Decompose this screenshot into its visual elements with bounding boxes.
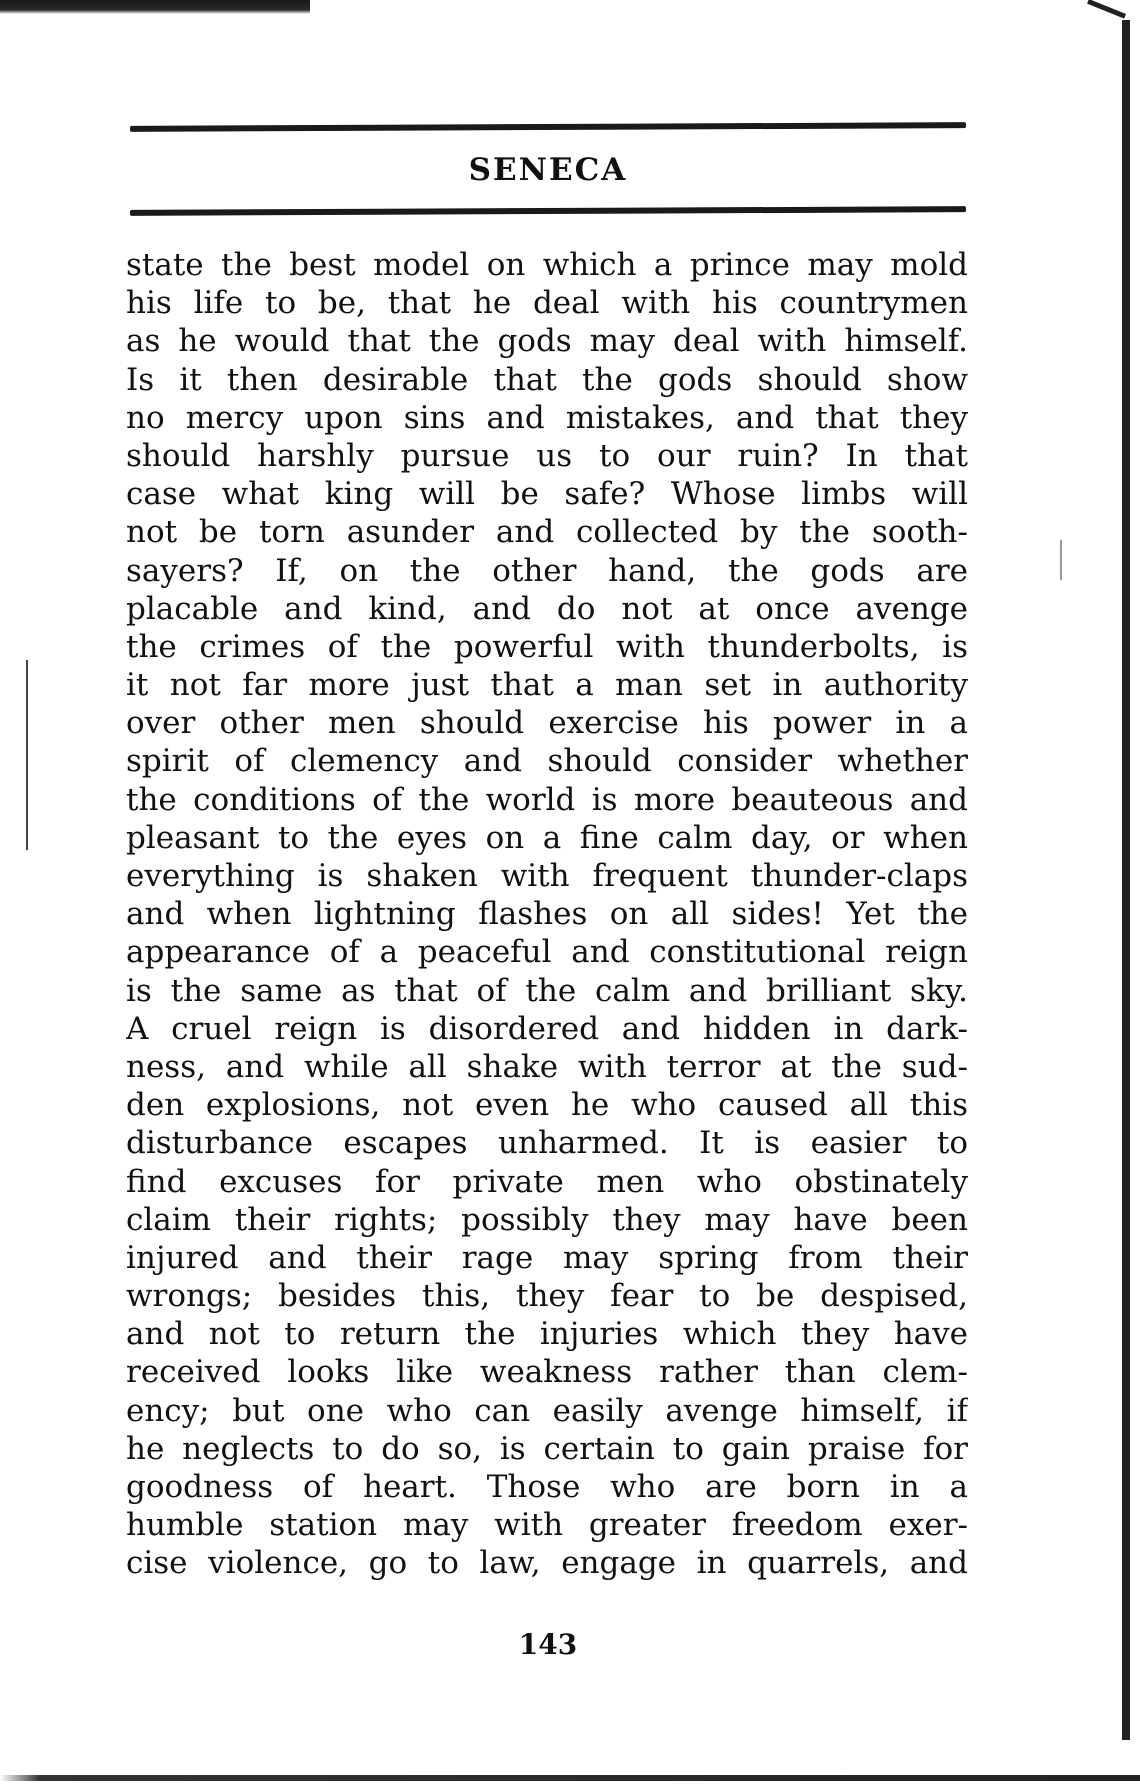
text-line: humble station may with greater freedom exer- [126, 1507, 968, 1544]
text-line: he neglects to do so, is certain to gain praise for [126, 1430, 968, 1467]
text-line: state the best model on which a prince may mold [126, 247, 968, 283]
page-number: 143 [518, 1628, 578, 1661]
text-line: disturbance escapes unharmed. It is easier to [126, 1125, 968, 1162]
text-line: everything is shaken with frequent thunder-claps [126, 858, 968, 894]
page-edge-bottom-shadow [0, 1775, 1140, 1781]
text-line: case what king will be safe? Whose limbs will [126, 476, 968, 513]
text-line: goodness of heart. Those who are born in a [126, 1469, 968, 1505]
text-line: den explosions, not even he who caused all this [126, 1087, 968, 1124]
text-line: wrongs; besides this, they fear to be despised, [126, 1278, 968, 1315]
text-line: ency; but one who can easily avenge himself, if [126, 1392, 968, 1429]
text-line: over other men should exercise his power in a [126, 705, 968, 742]
text-line: and not to return the injuries which they have [126, 1316, 968, 1353]
text-line: and when lightning flashes on all sides! Yet the [126, 896, 968, 933]
text-line: it not far more just that a man set in authority [126, 667, 968, 704]
text-line: received looks like weakness rather than clem- [126, 1354, 968, 1391]
text-line: the crimes of the powerful with thunderbolts, is [126, 628, 968, 665]
header-rule-bottom [130, 206, 966, 216]
text-line: A cruel reign is disordered and hidden in dark- [126, 1010, 968, 1047]
text-line: claim their rights; possibly they may have been [126, 1201, 968, 1238]
page-edge-top-shadow [0, 0, 310, 14]
page-edge-corner-mark [1080, 0, 1126, 37]
text-line: Is it then desirable that the gods should show [126, 361, 968, 398]
text-line: no mercy upon sins and mistakes, and that they [126, 399, 968, 436]
body-text [126, 246, 968, 1583]
text-line: the conditions of the world is more beauteous and [126, 781, 968, 818]
text-line: as he would that the gods may deal with himself. [126, 323, 968, 360]
header-rule-top [130, 122, 966, 132]
text-line: placable and kind, and do not at once avenge [126, 590, 968, 627]
text-line: pleasant to the eyes on a fine calm day, or when [126, 819, 968, 856]
running-head: SENECA [468, 152, 628, 188]
text-line: is the same as that of the calm and brilliant sky. [126, 972, 968, 1009]
margin-mark-right [1060, 540, 1062, 580]
text-line: cise violence, go to law, engage in quarrels, and [126, 1545, 968, 1582]
page-edge-right-shadow [1122, 20, 1130, 1740]
text-line: ness, and while all shake with terror at the sud- [126, 1048, 968, 1085]
text-line: appearance of a peaceful and constitutional reign [126, 934, 968, 971]
text-line: not be torn asunder and collected by the sooth- [126, 514, 968, 551]
text-line: injured and their rage may spring from their [126, 1239, 968, 1276]
text-line: find excuses for private men who obstinately [126, 1163, 968, 1200]
text-line: spirit of clemency and should consider whether [126, 743, 968, 780]
text-line: sayers? If, on the other hand, the gods are [126, 552, 968, 589]
margin-mark-left [26, 660, 28, 850]
text-line: should harshly pursue us to our ruin? In that [126, 437, 968, 474]
text-line: his life to be, that he deal with his countrymen [126, 285, 968, 322]
